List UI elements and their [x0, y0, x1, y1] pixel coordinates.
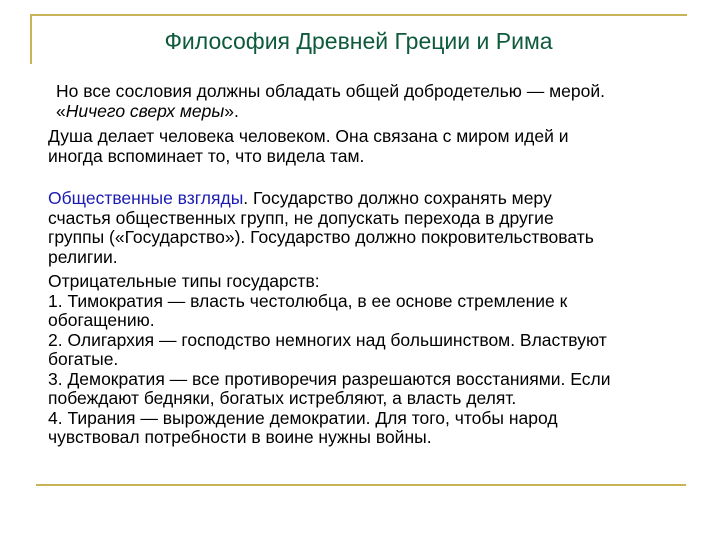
- list-item: [48, 331, 688, 370]
- text-line: 4. Тирания — вырождение демократии. Для того, чтобы народ: [48, 407, 558, 428]
- text-line: богатые.: [48, 349, 119, 369]
- state-types-heading: Отрицательные типы государств:: [48, 271, 320, 291]
- text-line: иногда вспоминает то, что видела там.: [48, 145, 365, 166]
- text-line: [48, 189, 688, 209]
- quote-line: [48, 102, 688, 122]
- text-line: чувствовал потребности в воине нужны войны.: [48, 427, 432, 447]
- text-line: Но все сословия должны обладать общей добродетелью — мерой.: [56, 81, 605, 101]
- text-line: 3. Демократия — все противоречия разрешаются восстаниями. Если: [48, 368, 611, 389]
- quote-close: ».: [224, 100, 239, 121]
- text-line: счастья общественных групп, не допускать перехода в другие: [48, 207, 554, 228]
- text-line: Душа делает человека человеком. Она связана с миром идей и: [48, 126, 569, 146]
- text-line: 1. Тимократия — власть честолюбца, в ее основе стремление к: [48, 290, 568, 311]
- text-line: группы («Государство»). Государство должно покровительствовать: [48, 227, 594, 247]
- text-line: обогащению.: [48, 310, 155, 330]
- list-item: [48, 292, 688, 331]
- text-line: религии.: [48, 246, 118, 267]
- paragraph-social-views: [48, 189, 688, 267]
- paragraph-soul: [48, 127, 688, 166]
- social-views-heading: Общественные взгляды: [48, 188, 244, 208]
- text-line: побеждают бедняки, богатых истребляют, а власть делят.: [48, 388, 517, 408]
- paragraph-state-types: [48, 272, 688, 448]
- list-item: [48, 409, 688, 448]
- text-line: 2. Олигархия — господство немногих над большинством. Властвуют: [48, 329, 607, 350]
- quote-text: Ничего сверх меры: [65, 100, 225, 121]
- text-fragment: . Государство должно сохранять меру: [243, 188, 552, 208]
- slide-body: [48, 82, 688, 448]
- list-item: [48, 370, 688, 409]
- quote-open: «: [56, 100, 66, 121]
- slide-title: Философия Древней Греции и Рима: [164, 28, 553, 54]
- bottom-divider: [36, 484, 686, 486]
- paragraph-measure: [48, 82, 688, 121]
